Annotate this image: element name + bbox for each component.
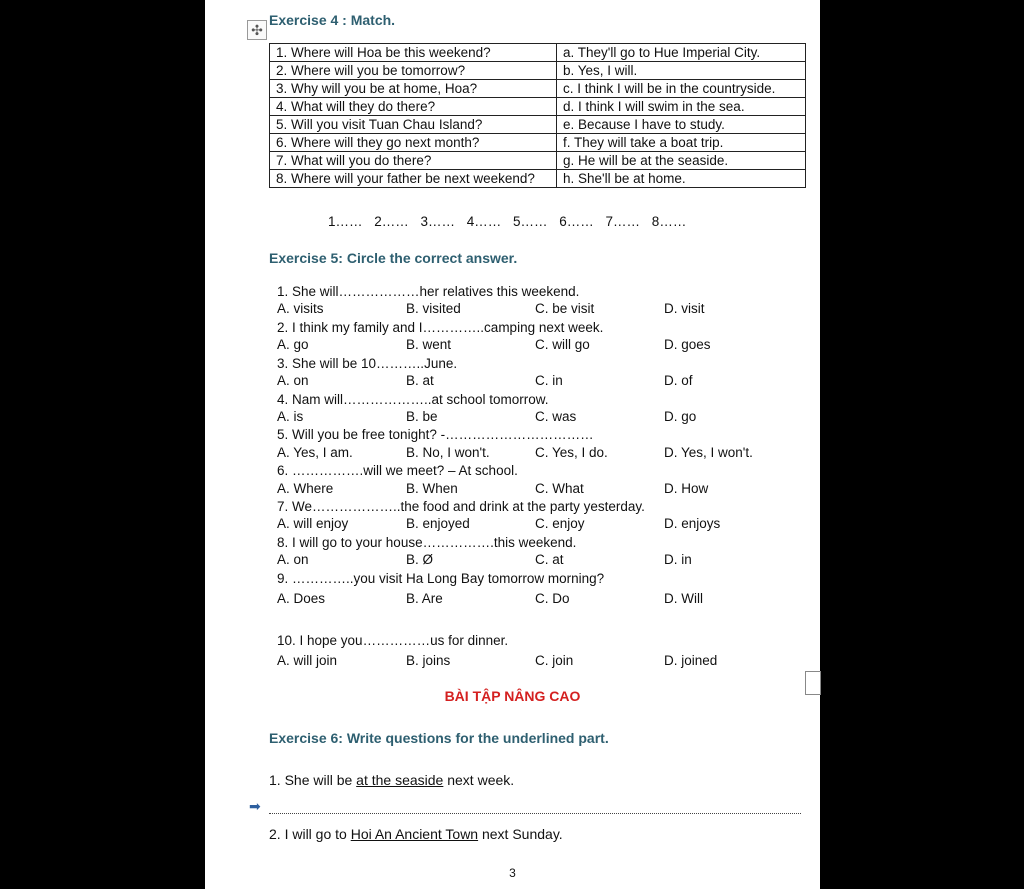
answer-option[interactable]: C. join xyxy=(535,653,574,668)
table-row xyxy=(270,62,806,80)
scroll-handle[interactable] xyxy=(805,671,821,695)
answer-option[interactable]: D. of xyxy=(664,373,693,388)
exercise-6-title: Exercise 6: Write questions for the underlined part. xyxy=(269,730,609,746)
match-question: 3. Why will you be at home, Hoa? xyxy=(270,80,557,98)
answer-option[interactable]: A. will enjoy xyxy=(277,516,349,531)
exercise-5-title: Exercise 5: Circle the correct answer. xyxy=(269,250,518,266)
q1-text-before: 1. She will be xyxy=(269,772,357,788)
question-text: 9. …………..you visit Ha Long Bay tomorrow morning? xyxy=(277,571,605,586)
answer-option[interactable]: C. enjoy xyxy=(535,516,585,531)
match-question: 2. Where will you be tomorrow? xyxy=(270,62,557,80)
answer-option[interactable]: A. go xyxy=(277,337,309,352)
answer-option[interactable]: C. Yes, I do. xyxy=(535,445,608,460)
match-answer-blanks: 1…… 2…… 3…… 4…… 5…… 6…… 7…… 8…… xyxy=(328,214,687,229)
match-question: 1. Where will Hoa be this weekend? xyxy=(270,44,557,62)
match-answer: b. Yes, I will. xyxy=(557,62,806,80)
q1-underlined: at the seaside xyxy=(356,772,444,788)
question-text: 7. We………………..the food and drink at the party yesterday. xyxy=(277,499,645,514)
table-row xyxy=(270,170,806,188)
exercise-6-question-1 xyxy=(269,772,514,788)
answer-option[interactable]: B. joins xyxy=(406,653,451,668)
answer-option[interactable]: D. Will xyxy=(664,591,703,606)
answer-dotted-line xyxy=(269,813,801,814)
answer-option[interactable]: C. at xyxy=(535,552,564,567)
answer-option[interactable]: B. Ø xyxy=(406,552,434,567)
table-row xyxy=(270,98,806,116)
table-row xyxy=(270,44,806,62)
arrow-right-icon: ➡ xyxy=(249,798,261,814)
answer-option[interactable]: B. visited xyxy=(406,301,461,316)
match-answer: c. I think I will be in the countryside. xyxy=(557,80,806,98)
match-answer: g. He will be at the seaside. xyxy=(557,152,806,170)
answer-option[interactable]: B. When xyxy=(406,481,458,496)
q2-text-before: 2. I will go to xyxy=(269,826,351,842)
table-row xyxy=(270,134,806,152)
answer-option[interactable]: A. visits xyxy=(277,301,324,316)
match-question: 8. Where will your father be next weekend? xyxy=(270,170,557,188)
match-table xyxy=(269,43,806,188)
answer-option[interactable]: C. was xyxy=(535,409,577,424)
answer-option[interactable]: D. goes xyxy=(664,337,711,352)
match-question: 5. Will you visit Tuan Chau Island? xyxy=(270,116,557,134)
answer-option[interactable]: C. be visit xyxy=(535,301,595,316)
page-number: 3 xyxy=(509,866,516,880)
answer-option[interactable]: D. visit xyxy=(664,301,705,316)
table-row xyxy=(270,80,806,98)
document-page xyxy=(205,0,820,889)
match-question: 4. What will they do there? xyxy=(270,98,557,116)
answer-option[interactable]: C. in xyxy=(535,373,563,388)
answer-option[interactable]: D. enjoys xyxy=(664,516,721,531)
answer-option[interactable]: A. on xyxy=(277,552,309,567)
match-question: 7. What will you do there? xyxy=(270,152,557,170)
question-text: 5. Will you be free tonight? -…………………………… xyxy=(277,427,594,442)
answer-option[interactable]: C. Do xyxy=(535,591,570,606)
answer-option[interactable]: A. Does xyxy=(277,591,326,606)
answer-option[interactable]: C. will go xyxy=(535,337,590,352)
exercise-6-question-2 xyxy=(269,826,563,842)
q2-text-after: next Sunday. xyxy=(478,826,563,842)
answer-option[interactable]: B. No, I won't. xyxy=(406,445,490,460)
question-text: 2. I think my family and I…………..camping next week. xyxy=(277,320,604,335)
question-text: 4. Nam will………………..at school tomorrow. xyxy=(277,392,549,407)
advanced-exercises-title: BÀI TẬP NÂNG CAO xyxy=(444,688,581,704)
answer-option[interactable]: B. enjoyed xyxy=(406,516,470,531)
table-row xyxy=(270,152,806,170)
answer-option[interactable]: B. be xyxy=(406,409,438,424)
q1-text-after: next week. xyxy=(443,772,515,788)
answer-option[interactable]: A. Yes, I am. xyxy=(277,445,353,460)
question-text: 6. …………….will we meet? – At school. xyxy=(277,463,518,478)
answer-option[interactable]: A. on xyxy=(277,373,309,388)
answer-option[interactable]: A. will join xyxy=(277,653,338,668)
answer-option[interactable]: B. went xyxy=(406,337,452,352)
answer-option[interactable]: D. go xyxy=(664,409,697,424)
table-move-icon[interactable]: ✣ xyxy=(247,20,267,40)
answer-option[interactable]: B. at xyxy=(406,373,434,388)
match-answer: e. Because I have to study. xyxy=(557,116,806,134)
answer-option[interactable]: A. Where xyxy=(277,481,334,496)
match-answer: a. They'll go to Hue Imperial City. xyxy=(557,44,806,62)
answer-option[interactable]: C. What xyxy=(535,481,584,496)
answer-option[interactable]: B. Are xyxy=(406,591,443,606)
question-text: 10. I hope you……………us for dinner. xyxy=(277,633,509,648)
match-answer: f. They will take a boat trip. xyxy=(557,134,806,152)
question-text: 1. She will………………her relatives this weekend. xyxy=(277,284,580,299)
answer-option[interactable]: D. in xyxy=(664,552,692,567)
match-question: 6. Where will they go next month? xyxy=(270,134,557,152)
answer-option[interactable]: D. How xyxy=(664,481,709,496)
answer-option[interactable]: A. is xyxy=(277,409,304,424)
answer-option[interactable]: D. Yes, I won't. xyxy=(664,445,753,460)
match-answer: h. She'll be at home. xyxy=(557,170,806,188)
match-answer: d. I think I will swim in the sea. xyxy=(557,98,806,116)
table-row xyxy=(270,116,806,134)
question-text: 3. She will be 10………..June. xyxy=(277,356,458,371)
q2-underlined: Hoi An Ancient Town xyxy=(350,826,479,842)
question-text: 8. I will go to your house…………….this weekend. xyxy=(277,535,577,550)
exercise-4-title: Exercise 4 : Match. xyxy=(269,12,396,28)
answer-option[interactable]: D. joined xyxy=(664,653,718,668)
